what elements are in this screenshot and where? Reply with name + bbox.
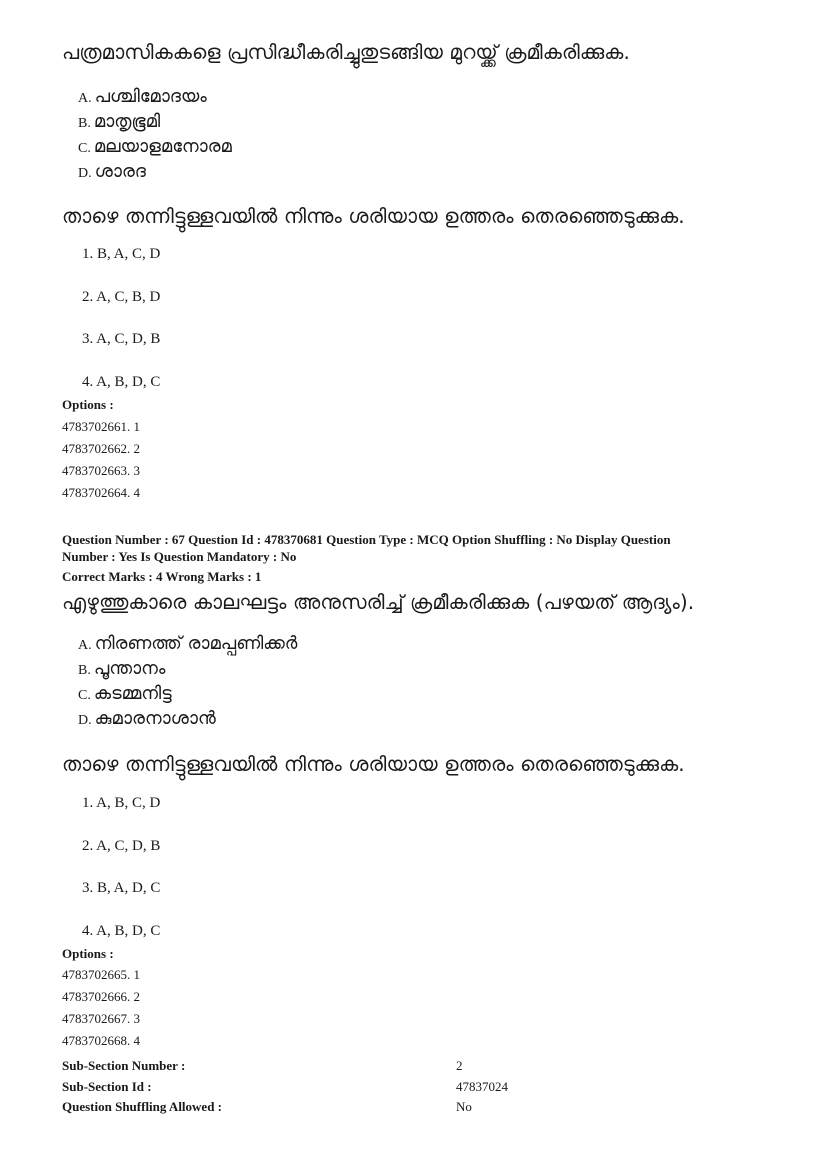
q2-choice-4: 4. A, B, D, C xyxy=(82,923,161,939)
q1-option-3: 4783702663. 3 xyxy=(62,463,140,478)
subsection-id-label: Sub-Section Id : xyxy=(62,1079,152,1094)
q1-option-1: 4783702661. 1 xyxy=(62,419,140,434)
q2-instruction: താഴെ തന്നിട്ടുള്ളവയിൽ നിന്നും ശരിയായ ഉത്തരം തെരഞ്ഞെടുക്കുക. xyxy=(62,752,685,776)
q2-option-1: 4783702665. 1 xyxy=(62,967,140,982)
q1-item-a: A. പശ്ചിമോദയം xyxy=(78,86,207,107)
q1-choice-3: 3. A, C, D, B xyxy=(82,331,161,347)
q1-choice-4: 4. A, B, D, C xyxy=(82,374,161,390)
q2-option-4: 4783702668. 4 xyxy=(62,1033,140,1048)
q2-meta-line-1: Question Number : 67 Question Id : 478370681 Question Type : MCQ Option Shuffling : No Display Question xyxy=(62,532,671,547)
q2-item-d: D. കുമാരനാശാൻ xyxy=(78,708,216,729)
q1-option-4: 4783702664. 4 xyxy=(62,485,140,500)
q1-choice-2: 2. A, C, B, D xyxy=(82,289,161,305)
q2-stem: എഴുത്തുകാരെ കാലഘട്ടം അനുസരിച്ച് ക്രമീകരിക്കുക (പഴയത് ആദ്യം). xyxy=(62,590,695,614)
subsection-number-value: 2 xyxy=(456,1058,463,1073)
q2-choice-3: 3. B, A, D, C xyxy=(82,880,161,896)
q1-choice-1: 1. B, A, C, D xyxy=(82,246,161,262)
q1-item-d: D. ശാരദ xyxy=(78,161,146,182)
q1-instruction: താഴെ തന്നിട്ടുള്ളവയിൽ നിന്നും ശരിയായ ഉത്തരം തെരഞ്ഞെടുക്കുക. xyxy=(62,204,685,228)
q1-stem: പത്രമാസികകളെ പ്രസിദ്ധീകരിച്ചുതുടങ്ങിയ മുറയ്ക്ക് ക്രമീകരിക്കുക. xyxy=(62,40,630,64)
q1-option-2: 4783702662. 2 xyxy=(62,441,140,456)
q1-item-c: C. മലയാളമനോരമ xyxy=(78,136,232,157)
shuffling-allowed-label: Question Shuffling Allowed : xyxy=(62,1099,223,1114)
q1-options-label: Options : xyxy=(62,397,114,412)
q2-choice-2: 2. A, C, D, B xyxy=(82,838,161,854)
subsection-id-value: 47837024 xyxy=(456,1079,508,1094)
q2-meta-line-2: Number : Yes Is Question Mandatory : No xyxy=(62,549,297,564)
q2-option-3: 4783702667. 3 xyxy=(62,1011,140,1026)
q2-option-2: 4783702666. 2 xyxy=(62,989,140,1004)
q2-marks: Correct Marks : 4 Wrong Marks : 1 xyxy=(62,569,262,584)
q2-item-b: B. പൂന്താനം xyxy=(78,658,166,679)
q1-item-b: B. മാതൃഭൂമി xyxy=(78,111,161,132)
shuffling-allowed-value: No xyxy=(456,1099,472,1114)
q2-item-c: C. കടമ്മനിട്ട xyxy=(78,683,172,704)
q2-choice-1: 1. A, B, C, D xyxy=(82,795,161,811)
q2-options-label: Options : xyxy=(62,946,114,961)
q2-item-a: A. നിരണത്ത് രാമപ്പണിക്കർ xyxy=(78,633,298,654)
subsection-number-label: Sub-Section Number : xyxy=(62,1058,186,1073)
